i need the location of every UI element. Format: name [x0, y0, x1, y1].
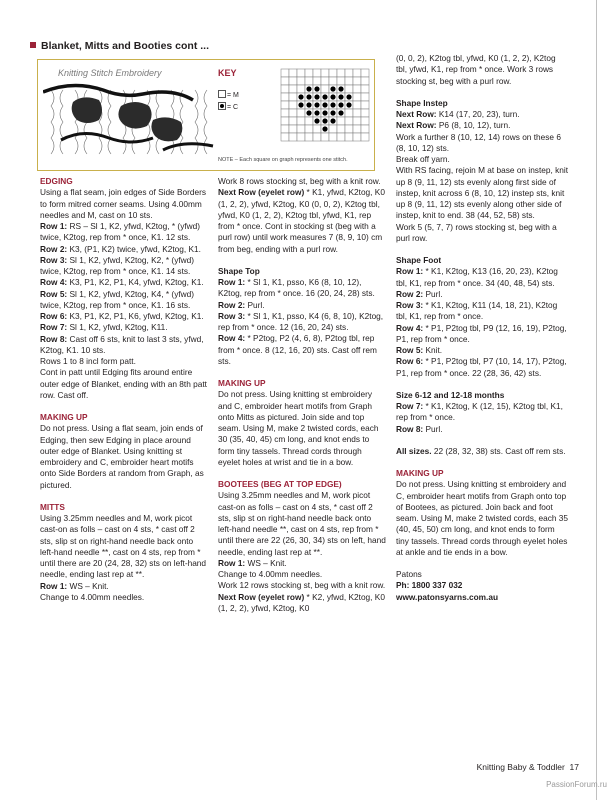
graph-cell [297, 85, 305, 93]
row-text: 22 (28, 32, 38) sts. Cast off rem sts. [433, 445, 566, 456]
graph-cell [329, 133, 337, 141]
row-label: Row 4: [218, 333, 246, 344]
row-label: Row 4: [40, 277, 68, 288]
row-text: WS – Knit. [247, 557, 287, 568]
graph-cell [289, 109, 297, 117]
graph-cell [361, 109, 369, 117]
graph-cell [305, 69, 313, 77]
page-number: 17 [569, 762, 579, 772]
row-text: K3, P1, K2, P1, K4, yfwd, K2tog, K1. [69, 277, 204, 288]
row-label: Row 6: [396, 356, 424, 367]
graph-dot [322, 102, 327, 107]
graph-cell [281, 117, 289, 125]
heart-graph [280, 68, 370, 148]
graph-cell [337, 77, 345, 85]
graph-cell [305, 77, 313, 85]
spacer [396, 558, 568, 569]
column-right [396, 53, 568, 603]
row-label: Row 8: [40, 333, 68, 344]
row-text: * K1, K2tog, K11 (14, 18, 21), K2tog tbl, K1, rep from * once. [396, 300, 558, 322]
spacer [396, 457, 568, 468]
section-heading: BOOTEES (BEG AT TOP EDGE) [218, 479, 342, 489]
spacer [396, 379, 568, 390]
instruction-row [40, 311, 208, 322]
graph-cell [289, 85, 297, 93]
instruction-row [396, 446, 568, 457]
graph-cell [321, 77, 329, 85]
row-label: Row 7: [396, 401, 424, 411]
graph-cell [353, 101, 361, 109]
paragraph: Change to 4.00mm needles. [40, 591, 145, 602]
row-label: Next Row: [396, 120, 437, 131]
graph-dot [306, 102, 311, 107]
graph-cell [297, 133, 305, 141]
graph-dot [346, 102, 351, 107]
graph-dot [314, 94, 319, 99]
row-text: K3, P1, K2, P1, K6, yfwd, K2tog, K1. [69, 311, 204, 321]
paragraph: Do not press. Using knitting st embroidery and C, embroider heart motifs from Graph onto top of Bootees, as pictured. Join back and foot seam. Using M, make 2 twisted cords, each 35 (40, 45, 50) cm long, and knot ends to form tiny tassels. Thread cords through eyelet holes at ankle and tie ends in a bow. [396, 479, 569, 557]
key-m-swatch-icon [218, 90, 226, 98]
footer-label: Knitting Baby & Toddler [476, 762, 565, 772]
graph-cell [345, 109, 353, 117]
column-middle [218, 176, 386, 614]
row-label: Row 5: [396, 345, 424, 355]
graph-dot [314, 86, 319, 91]
row-text: Knit. [425, 345, 443, 355]
graph-cell [337, 117, 345, 125]
graph-dot [306, 94, 311, 99]
graph-dot [306, 110, 311, 115]
diagram-title: Knitting Stitch Embroidery [58, 68, 162, 78]
section-heading: Shape Top [218, 265, 260, 276]
row-label: Next Row: [396, 109, 437, 119]
row-text: K3, (P1, K2) twice, yfwd, K2tog, K1. [69, 243, 201, 254]
graph-dot [314, 118, 319, 123]
instruction-row [396, 109, 568, 120]
page-edge-line [596, 0, 597, 800]
graph-dot [330, 102, 335, 107]
paragraph: Work 5 (5, 7, 7) rows stocking st, beg with a purl row. [396, 221, 557, 243]
instruction-row [396, 424, 568, 435]
graph-cell [361, 85, 369, 93]
graph-cell [281, 125, 289, 133]
graph-cell [329, 125, 337, 133]
graph-cell [337, 125, 345, 133]
graph-dot [330, 118, 335, 123]
key-item-c [218, 102, 238, 111]
row-label: Row 7: [40, 322, 68, 333]
row-label: Row 2: [218, 299, 246, 310]
spacer [40, 401, 208, 412]
section-heading: MITTS [40, 501, 65, 512]
graph-cell [321, 133, 329, 141]
instruction-row [396, 300, 568, 323]
instruction-row [396, 345, 568, 356]
instruction-row [40, 289, 208, 312]
graph-cell [345, 133, 353, 141]
row-label: Row 3: [218, 310, 246, 321]
paragraph: Using a flat seam, join edges of Side Borders to form mitred corner seams. Using 4.00mm needles and M, cast on 10 sts. [40, 187, 207, 220]
graph-cell [329, 77, 337, 85]
row-label: Row 5: [40, 288, 68, 299]
graph-cell [297, 109, 305, 117]
page-footer [477, 762, 579, 772]
instruction-row [40, 322, 208, 333]
graph-dot [306, 86, 311, 91]
paragraph: Work 12 rows stocking st, beg with a knit row. [218, 580, 386, 591]
instruction-row [218, 277, 386, 300]
row-label: Row 3: [396, 300, 424, 310]
graph-cell [313, 69, 321, 77]
row-text: WS – Knit. [69, 580, 109, 591]
graph-dot [322, 94, 327, 99]
row-label: Row 6: [40, 311, 68, 321]
paragraph: Change to 4.00mm needles. [218, 569, 323, 579]
section-heading: MAKING UP [396, 468, 444, 478]
key-item-m [218, 90, 239, 99]
graph-cell [321, 69, 329, 77]
graph-cell [289, 101, 297, 109]
row-label: Row 1: [218, 277, 246, 287]
row-text: * K1, yfwd, K2tog, K0 (1, 2, 2), yfwd, K2tog, K0 (0, 0, 2), K2tog tbl, yfwd, K0 (1, 2, 2), K2tog tbl, yfwd, K1, rep from * once. Cont in stocking st (beg with a purl row) until work measures 7 (8, 9, 10) cm from beg, ending with a purl row. [218, 187, 385, 254]
instruction-row [40, 221, 208, 244]
graph-dot [330, 94, 335, 99]
graph-dot [338, 110, 343, 115]
section-heading: MAKING UP [218, 378, 266, 388]
graph-cell [345, 125, 353, 133]
graph-dot [330, 110, 335, 115]
graph-cell [345, 69, 353, 77]
row-label: Row 4: [396, 322, 424, 333]
graph-dot [338, 94, 343, 99]
graph-cell [353, 85, 361, 93]
row-text: Sl 1, K2, yfwd, K2tog, K11. [69, 322, 168, 333]
row-text: * Sl 1, K1, psso, K4 (6, 8, 10), K2tog, rep from * once. 12 (16, 20, 24) sts. [218, 310, 384, 332]
graph-cell [305, 133, 313, 141]
graph-cell [353, 69, 361, 77]
instruction-row [396, 266, 568, 289]
watermark: PassionForum.ru [546, 780, 607, 789]
section-heading: Shape Instep [396, 97, 448, 108]
graph-cell [305, 117, 313, 125]
instruction-row [40, 255, 208, 278]
header-bullet-icon [30, 42, 36, 48]
graph-dot [322, 126, 327, 131]
graph-cell [345, 77, 353, 85]
graph-cell [281, 109, 289, 117]
graph-dot [338, 102, 343, 107]
paragraph: www.patonsyarns.com.au [396, 591, 499, 602]
graph-dot [338, 86, 343, 91]
diagram-note: NOTE – Each square on graph represents one stitch. [218, 157, 348, 163]
row-text: * Sl 1, K1, psso, K6 (8, 10, 12), K2tog, rep from * once. 16 (20, 24, 28) sts. [218, 277, 375, 299]
row-label: Row 1: [218, 557, 246, 568]
instruction-row [218, 300, 386, 311]
section-heading: MAKING UP [40, 412, 88, 422]
spacer [40, 491, 208, 502]
graph-cell [289, 117, 297, 125]
graph-cell [297, 125, 305, 133]
paragraph: Work a further 8 (10, 12, 14) rows on these 6 (8, 10, 12) sts. [396, 131, 561, 153]
paragraph: Do not press. Using a flat seam, join ends of Edging, then sew Edging in place around outer edge of Blanket. Using knitting st embroidery and C, embroider heart motifs onto Side Borders at random from Graph, as pictured. [40, 423, 204, 490]
graph-cell [353, 93, 361, 101]
graph-dot [322, 110, 327, 115]
header-title: Blanket, Mitts and Booties cont ... [41, 40, 210, 52]
column-left [40, 176, 208, 603]
paragraph: Patons [396, 569, 422, 579]
row-text: * P2tog, P2 (4, 6, 8), P2tog tbl, rep from * once. 8 (12, 16, 20) sts. Cast off rem sts. [218, 333, 377, 366]
paragraph: (0, 0, 2), K2tog tbl, yfwd, K0 (1, 2, 2), K2tog tbl, yfwd, K1, rep from * once. Work 3 rows stocking st, beg with a purl row. [396, 53, 556, 86]
paragraph: Ph: 1800 337 032 [396, 580, 463, 591]
instruction-row [396, 323, 568, 346]
instruction-row [396, 289, 568, 300]
graph-cell [281, 69, 289, 77]
graph-cell [289, 69, 297, 77]
spacer [218, 255, 386, 266]
graph-cell [313, 133, 321, 141]
graph-cell [297, 69, 305, 77]
graph-cell [289, 77, 297, 85]
row-label: Next Row (eyelet row) [218, 591, 305, 602]
spacer [218, 468, 386, 479]
graph-cell [313, 125, 321, 133]
graph-cell [281, 85, 289, 93]
row-text: Sl 1, K2, yfwd, K2tog, K4, * (yfwd) twice, K2tog, rep from * once, K1. 16 sts. [40, 288, 195, 310]
row-text: Purl. [425, 423, 443, 434]
page-header [30, 40, 209, 52]
graph-cell [305, 125, 313, 133]
instruction-row [40, 244, 208, 255]
instruction-row [218, 333, 386, 367]
row-text: Purl. [425, 288, 443, 299]
instruction-row [40, 277, 208, 288]
graph-dot [298, 94, 303, 99]
spacer [396, 435, 568, 446]
graph-cell [289, 93, 297, 101]
graph-cell [361, 125, 369, 133]
graph-cell [337, 69, 345, 77]
row-text: RS – Sl 1, K2, yfwd, K2tog, * (yfwd) twice, K2tog, rep from * once, K1. 12 sts. [40, 221, 201, 243]
section-heading: Shape Foot [396, 255, 442, 265]
graph-dot [330, 86, 335, 91]
section-heading: Size 6-12 and 12-18 months [396, 389, 505, 400]
paragraph: Work 8 rows stocking st, beg with a knit row. [218, 176, 381, 186]
row-text: * K1, K2tog, K (12, 15), K2tog tbl, K1, rep from * once. [396, 401, 563, 423]
graph-cell [353, 109, 361, 117]
knitting-stitch-illustration [43, 80, 221, 166]
row-text: Cast off 6 sts, knit to last 3 sts, yfwd, K2tog, K1. 10 sts. [40, 333, 204, 355]
instruction-row [40, 334, 208, 357]
graph-cell [353, 77, 361, 85]
instruction-row [218, 187, 386, 255]
paragraph: Using 3.25mm needles and M, work picot cast-on as folls – cast on 4 sts, * cast off 2 sts, slip st on right-hand needle back onto left-hand needle **, cast on 4 sts, rep from * until there are 22 (26, 30, 34) sts on left, hand needle, ending last rep at **. [218, 490, 386, 557]
row-text: * K2, yfwd, K2tog, K0 (1, 2, 2), yfwd, K2tog, K0 [218, 591, 385, 613]
section-heading: EDGING [40, 176, 73, 186]
graph-cell [345, 117, 353, 125]
spacer [218, 367, 386, 378]
row-label: Row 1: [40, 221, 68, 231]
graph-cell [297, 117, 305, 125]
paragraph: Break off yarn. [396, 154, 450, 164]
graph-cell [353, 133, 361, 141]
graph-cell [281, 133, 289, 141]
row-text: * K1, K2tog, K13 (16, 20, 23), K2tog tbl, K1, rep from * once. 34 (40, 48, 54) sts. [396, 266, 558, 288]
graph-dot [298, 102, 303, 107]
row-label: Row 2: [396, 288, 424, 299]
instruction-row [218, 558, 386, 569]
row-text: * P1, P2tog tbl, P9 (12, 16, 19), P2tog, P1, rep from * once. [396, 322, 567, 344]
paragraph: Do not press. Using knitting st embroidery and C, embroider heart motifs from Graph onto Mitts as pictured. Join side and top seam. Using M, make 2 twisted cords, each 30 (35, 40, 45) cm long, and knot ends to form tiny tassels. Thread cords through eyelet holes at wrist and tie in a bow. [218, 389, 379, 467]
row-label: Row 1: [40, 580, 68, 591]
spacer [396, 244, 568, 255]
row-text: K14 (17, 20, 23), turn. [438, 109, 520, 119]
paragraph: With RS facing, rejoin M at base on instep, knit up 8 (9, 11, 12) sts evenly along first side of instep, knit across 6 (8, 10, 12) instep sts, knit up 8 (9, 11, 12) sts evenly along other side of instep, knit to end. 38 (44, 52, 58) sts. [396, 165, 569, 221]
instruction-row [218, 592, 386, 615]
graph-cell [353, 117, 361, 125]
graph-cell [361, 117, 369, 125]
key-m-label: = M [227, 92, 239, 99]
row-label: All sizes. [396, 445, 432, 456]
graph-cell [329, 69, 337, 77]
graph-cell [361, 101, 369, 109]
instruction-row [218, 311, 386, 334]
graph-cell [281, 93, 289, 101]
graph-dot [314, 102, 319, 107]
key-c-label: = C [227, 104, 239, 111]
graph-cell [281, 101, 289, 109]
graph-dot [322, 118, 327, 123]
graph-dot [346, 94, 351, 99]
paragraph: Cont in patt until Edging fits around entire outer edge of Blanket, ending with an 8th patt row. Cast off. [40, 367, 207, 400]
graph-cell [353, 125, 361, 133]
row-label: Row 1: [396, 266, 424, 277]
row-text: Purl. [247, 299, 265, 310]
graph-cell [361, 77, 369, 85]
graph-cell [313, 77, 321, 85]
instruction-row [40, 581, 208, 592]
graph-cell [361, 93, 369, 101]
paragraph: Using 3.25mm needles and M, work picot cast-on as folls – cast on 4 sts, * cast off 2 sts, slip st on right-hand needle back onto left-hand needle **, cast on 4 sts, rep from * until there are 20 (24, 28, 32) sts on left-hand needle, ending last rep at **. [40, 513, 207, 580]
graph-cell [337, 133, 345, 141]
embroidery-diagram [37, 59, 375, 171]
row-label: Row 8: [396, 423, 424, 434]
key-title: KEY [218, 68, 237, 78]
graph-cell [281, 77, 289, 85]
row-text: * P1, P2tog tbl, P7 (10, 14, 17), P2tog, P1, rep from * once. 22 (28, 36, 42) sts. [396, 356, 567, 378]
instruction-row [396, 401, 568, 424]
graph-cell [289, 125, 297, 133]
graph-cell [289, 133, 297, 141]
graph-cell [361, 133, 369, 141]
graph-cell [321, 85, 329, 93]
graph-dot [314, 110, 319, 115]
row-label: Row 2: [40, 243, 68, 254]
row-text: P6 (8, 10, 12), turn. [438, 120, 511, 131]
graph-cell [361, 69, 369, 77]
spacer [396, 87, 568, 98]
graph-cell [345, 85, 353, 93]
row-label: Next Row (eyelet row) [218, 187, 305, 198]
key-c-swatch-icon [218, 102, 226, 110]
row-label: Row 3: [40, 254, 68, 265]
graph-cell [297, 77, 305, 85]
paragraph: Rows 1 to 8 incl form patt. [40, 356, 136, 366]
instruction-row [396, 356, 568, 379]
instruction-row [396, 120, 568, 131]
row-text: Sl 1, K2, yfwd, K2tog, K2, * (yfwd) twice, K2tog, rep from * once, K1. 14 sts. [40, 254, 195, 276]
